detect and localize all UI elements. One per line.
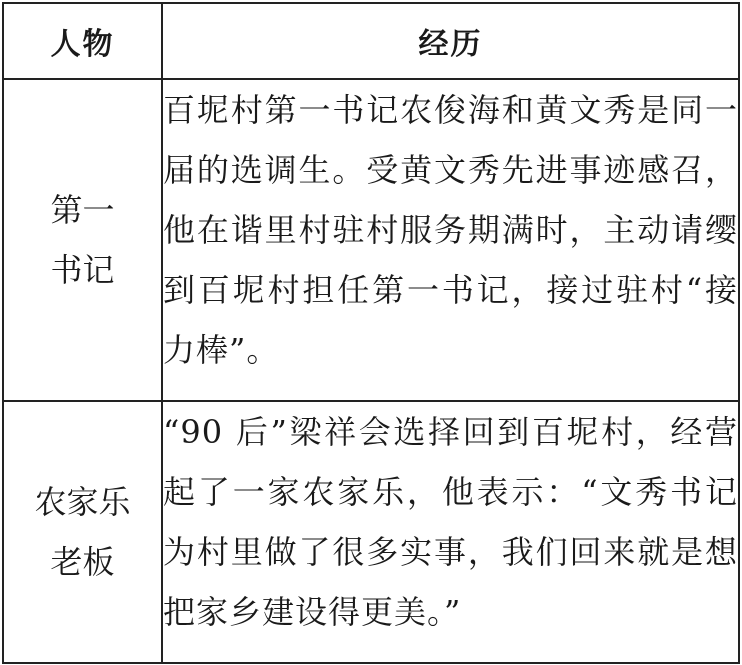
person-name-line: 第一 bbox=[50, 191, 115, 229]
table-row bbox=[3, 79, 739, 401]
column-header-experience: 经历 bbox=[162, 3, 739, 79]
person-cell bbox=[3, 401, 162, 663]
table-header-row bbox=[3, 3, 739, 79]
person-cell bbox=[3, 79, 162, 401]
person-name-line: 农家乐 bbox=[34, 483, 131, 521]
experience-cell: 百坭村第一书记农俊海和黄文秀是同一届的选调生。受黄文秀先进事迹感召，他在谐里村驻村服务期满时，主动请缨到百坭村担任第一书记，接过驻村“接力棒”。 bbox=[162, 79, 739, 401]
person-name-line: 书记 bbox=[50, 251, 115, 289]
experience-cell: “90 后”梁祥会选择回到百坭村，经营起了一家农家乐，他表示：“文秀书记为村里做了很多实事，我们回来就是想把家乡建设得更美。” bbox=[162, 401, 739, 663]
column-header-person: 人物 bbox=[3, 3, 162, 79]
person-name-line: 老板 bbox=[50, 543, 115, 581]
experience-table bbox=[2, 2, 740, 664]
table-row bbox=[3, 401, 739, 663]
